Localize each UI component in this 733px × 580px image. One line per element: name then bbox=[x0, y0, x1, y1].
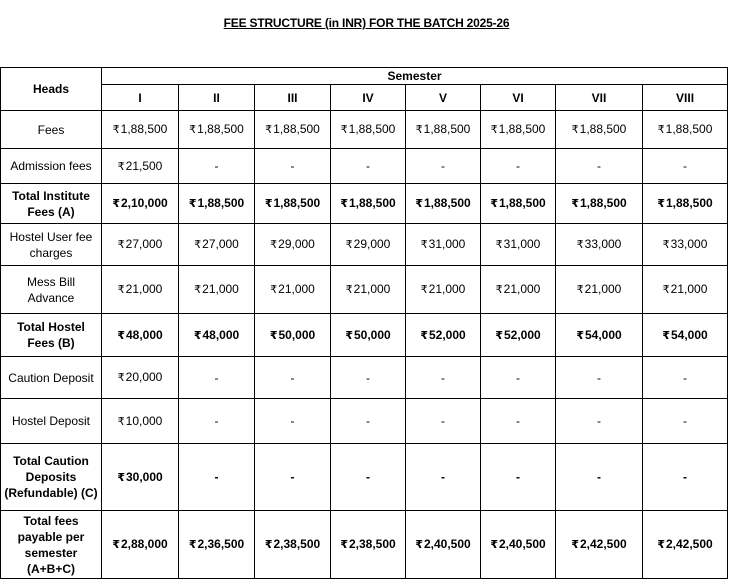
row-head-label: Total Hostel Fees (B) bbox=[1, 314, 102, 357]
semester-header: Semester bbox=[102, 68, 728, 85]
rupee-icon: ₹ bbox=[662, 329, 670, 342]
fee-cell bbox=[255, 224, 331, 266]
fee-cell bbox=[643, 224, 728, 266]
fee-value: 50,000 bbox=[353, 327, 391, 342]
fee-value: - bbox=[441, 414, 445, 428]
fee-value: - bbox=[597, 470, 601, 484]
rupee-icon: ₹ bbox=[495, 284, 503, 296]
fee-value: 21,000 bbox=[670, 282, 708, 296]
rupee-icon: ₹ bbox=[415, 198, 423, 210]
fee-value: 21,000 bbox=[428, 282, 466, 296]
rupee-icon: ₹ bbox=[117, 160, 125, 173]
rupee-icon: ₹ bbox=[188, 198, 197, 210]
rupee-icon: ₹ bbox=[340, 198, 348, 210]
fee-cell bbox=[102, 184, 179, 224]
fee-value: - bbox=[290, 370, 295, 385]
rupee-icon: ₹ bbox=[420, 284, 428, 296]
fee-value: 52,000 bbox=[428, 327, 466, 342]
fee-cell bbox=[481, 357, 556, 399]
fee-value: - bbox=[516, 470, 520, 484]
fee-cell bbox=[556, 224, 643, 266]
rupee-icon: ₹ bbox=[269, 329, 278, 342]
fee-cell bbox=[643, 399, 728, 444]
fee-cell bbox=[331, 266, 406, 314]
rupee-icon: ₹ bbox=[495, 329, 503, 342]
fee-cell bbox=[643, 511, 728, 579]
rupee-icon: ₹ bbox=[117, 239, 125, 251]
semester-2-header: II bbox=[179, 85, 255, 111]
rupee-icon: ₹ bbox=[117, 329, 125, 342]
fee-value: 2,40,500 bbox=[423, 537, 471, 551]
rupee-icon: ₹ bbox=[270, 284, 278, 296]
fee-value: 31,000 bbox=[428, 237, 466, 251]
rupee-icon: ₹ bbox=[576, 329, 584, 342]
fee-value: 1,88,500 bbox=[273, 122, 320, 136]
fee-value: 33,000 bbox=[670, 237, 708, 251]
fee-cell bbox=[102, 399, 179, 444]
fee-value: 52,000 bbox=[503, 327, 541, 342]
fee-cell bbox=[179, 314, 255, 357]
rupee-icon: ₹ bbox=[117, 415, 125, 428]
fee-cell bbox=[406, 511, 481, 579]
rupee-icon: ₹ bbox=[420, 239, 428, 251]
fee-cell bbox=[331, 399, 406, 444]
fee-value: 1,88,500 bbox=[498, 122, 546, 136]
fee-value: 29,000 bbox=[278, 237, 315, 251]
row-head-label: Caution Deposit bbox=[1, 357, 102, 399]
fee-cell bbox=[331, 224, 406, 266]
fee-cell bbox=[179, 266, 255, 314]
fee-value: - bbox=[597, 159, 601, 173]
fee-value: 1,88,500 bbox=[348, 196, 396, 210]
fee-cell bbox=[643, 111, 728, 149]
semester-7-header: VII bbox=[556, 85, 643, 111]
fee-cell bbox=[255, 444, 331, 511]
fee-cell bbox=[102, 224, 179, 266]
rupee-icon: ₹ bbox=[189, 124, 197, 136]
fee-cell bbox=[102, 357, 179, 399]
fee-value: - bbox=[366, 159, 370, 173]
fee-cell bbox=[643, 444, 728, 511]
fee-cell bbox=[331, 111, 406, 149]
fee-structure-table bbox=[0, 67, 728, 579]
table-row bbox=[1, 266, 728, 314]
rupee-icon: ₹ bbox=[490, 124, 498, 136]
fee-cell bbox=[481, 184, 556, 224]
fee-cell bbox=[481, 399, 556, 444]
fee-value: 29,000 bbox=[353, 237, 391, 251]
fee-value: - bbox=[366, 470, 370, 484]
fee-cell bbox=[255, 149, 331, 184]
heads-header: Heads bbox=[1, 68, 102, 111]
fee-cell bbox=[179, 149, 255, 184]
fee-cell bbox=[179, 357, 255, 399]
fee-cell bbox=[255, 266, 331, 314]
rupee-icon: ₹ bbox=[345, 284, 353, 296]
fee-cell bbox=[406, 399, 481, 444]
fee-cell bbox=[643, 266, 728, 314]
rupee-icon: ₹ bbox=[194, 239, 202, 251]
rupee-icon: ₹ bbox=[265, 124, 273, 136]
table-row bbox=[1, 149, 728, 184]
rupee-icon: ₹ bbox=[657, 124, 665, 136]
fee-cell bbox=[179, 224, 255, 266]
fee-cell bbox=[481, 224, 556, 266]
fee-cell bbox=[102, 266, 179, 314]
rupee-icon: ₹ bbox=[571, 539, 579, 551]
row-head-label: Fees bbox=[1, 111, 102, 149]
rupee-icon: ₹ bbox=[264, 198, 273, 210]
row-head-label: Total fees payable per semester (A+B+C) bbox=[1, 511, 102, 579]
rupee-icon: ₹ bbox=[264, 539, 273, 551]
fee-value: 10,000 bbox=[125, 413, 163, 428]
fee-cell bbox=[481, 444, 556, 511]
table-row bbox=[1, 357, 728, 399]
semester-3-header: III bbox=[255, 85, 331, 111]
fee-value: - bbox=[290, 414, 295, 428]
fee-value: 2,10,000 bbox=[120, 196, 168, 210]
fee-cell bbox=[331, 357, 406, 399]
fee-cell bbox=[102, 149, 179, 184]
fee-value: 33,000 bbox=[584, 237, 622, 251]
fee-value: 54,000 bbox=[671, 327, 708, 342]
fee-value: 21,000 bbox=[353, 282, 391, 296]
rupee-icon: ₹ bbox=[420, 329, 428, 342]
fee-cell bbox=[179, 111, 255, 149]
row-head-label: Hostel User fee charges bbox=[1, 224, 102, 266]
rupee-icon: ₹ bbox=[112, 539, 120, 551]
fee-value: 2,38,500 bbox=[273, 537, 321, 551]
fee-cell bbox=[255, 399, 331, 444]
rupee-icon: ₹ bbox=[112, 198, 120, 210]
fee-cell bbox=[406, 224, 481, 266]
fee-cell bbox=[255, 111, 331, 149]
fee-cell bbox=[255, 314, 331, 357]
fee-value: 21,000 bbox=[202, 282, 239, 296]
fee-cell bbox=[643, 314, 728, 357]
row-head-label: Hostel Deposit bbox=[1, 399, 102, 444]
rupee-icon: ₹ bbox=[345, 329, 353, 342]
fee-value: 2,36,500 bbox=[197, 537, 245, 551]
rupee-icon: ₹ bbox=[490, 198, 498, 210]
fee-value: 30,000 bbox=[125, 469, 163, 484]
fee-value: 21,000 bbox=[584, 282, 622, 296]
fee-cell bbox=[406, 444, 481, 511]
fee-cell bbox=[406, 184, 481, 224]
rupee-icon: ₹ bbox=[194, 284, 202, 296]
table-row bbox=[1, 224, 728, 266]
rupee-icon: ₹ bbox=[415, 124, 423, 136]
fee-value: 27,000 bbox=[202, 237, 239, 251]
fee-cell bbox=[556, 444, 643, 511]
fee-value: 1,88,500 bbox=[423, 122, 471, 136]
fee-cell bbox=[179, 444, 255, 511]
fee-value: 1,88,500 bbox=[665, 122, 713, 136]
table-row bbox=[1, 444, 728, 511]
fee-value: - bbox=[597, 370, 601, 385]
fee-cell bbox=[406, 357, 481, 399]
fee-value: - bbox=[683, 370, 688, 385]
fee-cell bbox=[102, 314, 179, 357]
rupee-icon: ₹ bbox=[117, 372, 125, 384]
fee-cell bbox=[331, 444, 406, 511]
fee-cell bbox=[331, 314, 406, 357]
fee-value: 21,500 bbox=[125, 158, 163, 173]
rupee-icon: ₹ bbox=[112, 124, 120, 136]
fee-value: - bbox=[290, 470, 295, 484]
rupee-icon: ₹ bbox=[576, 284, 584, 296]
row-head-label: Total Caution Deposits (Refundable) (C) bbox=[1, 444, 102, 511]
fee-cell bbox=[556, 314, 643, 357]
fee-value: 1,88,500 bbox=[665, 196, 713, 210]
fee-value: 1,88,500 bbox=[579, 196, 627, 210]
fee-cell bbox=[481, 511, 556, 579]
document-title: FEE STRUCTURE (in INR) FOR THE BATCH 2025-26 bbox=[223, 16, 510, 30]
fee-value: 1,88,500 bbox=[197, 196, 245, 210]
fee-value: - bbox=[366, 414, 370, 428]
rupee-icon: ₹ bbox=[340, 539, 348, 551]
rupee-icon: ₹ bbox=[657, 198, 665, 210]
rupee-icon: ₹ bbox=[193, 329, 202, 342]
fee-value: 21,000 bbox=[278, 282, 315, 296]
fee-value: 21,000 bbox=[125, 282, 163, 296]
fee-cell bbox=[331, 149, 406, 184]
rupee-icon: ₹ bbox=[662, 239, 670, 251]
table-row bbox=[1, 511, 728, 579]
fee-cell bbox=[481, 111, 556, 149]
rupee-icon: ₹ bbox=[188, 539, 197, 551]
rupee-icon: ₹ bbox=[415, 539, 423, 551]
fee-cell bbox=[406, 266, 481, 314]
fee-value: 21,000 bbox=[503, 282, 541, 296]
table-row bbox=[1, 399, 728, 444]
fee-value: 1,88,500 bbox=[197, 122, 244, 136]
fee-cell bbox=[102, 444, 179, 511]
fee-value: - bbox=[441, 470, 445, 484]
fee-value: - bbox=[214, 159, 219, 173]
table-row bbox=[1, 111, 728, 149]
row-head-label: Mess Bill Advance bbox=[1, 266, 102, 314]
fee-value: 20,000 bbox=[125, 370, 163, 384]
fee-cell bbox=[255, 511, 331, 579]
fee-cell bbox=[556, 266, 643, 314]
fee-value: 2,38,500 bbox=[348, 537, 396, 551]
fee-value: 2,42,500 bbox=[579, 537, 627, 551]
fee-cell bbox=[255, 357, 331, 399]
fee-cell bbox=[556, 184, 643, 224]
fee-value: 2,40,500 bbox=[498, 537, 546, 551]
row-head-label: Admission fees bbox=[1, 149, 102, 184]
fee-value: - bbox=[516, 370, 520, 385]
semester-6-header: VI bbox=[481, 85, 556, 111]
fee-value: - bbox=[441, 370, 445, 385]
fee-value: - bbox=[214, 414, 219, 428]
rupee-icon: ₹ bbox=[662, 284, 670, 296]
fee-cell bbox=[406, 111, 481, 149]
fee-value: 2,42,500 bbox=[665, 537, 713, 551]
fee-value: 48,000 bbox=[202, 327, 240, 342]
rupee-icon: ₹ bbox=[345, 239, 353, 251]
fee-cell bbox=[643, 184, 728, 224]
rupee-icon: ₹ bbox=[576, 239, 584, 251]
fee-value: - bbox=[214, 370, 219, 385]
fee-value: - bbox=[597, 414, 601, 428]
rupee-icon: ₹ bbox=[490, 539, 498, 551]
fee-value: 1,88,500 bbox=[498, 196, 546, 210]
fee-value: 1,88,500 bbox=[273, 196, 321, 210]
fee-value: 48,000 bbox=[125, 327, 163, 342]
fee-cell bbox=[179, 184, 255, 224]
rupee-icon: ₹ bbox=[657, 539, 665, 551]
fee-cell bbox=[556, 149, 643, 184]
fee-cell bbox=[643, 149, 728, 184]
fee-cell bbox=[179, 511, 255, 579]
fee-cell bbox=[406, 149, 481, 184]
fee-cell bbox=[556, 357, 643, 399]
fee-cell bbox=[102, 111, 179, 149]
fee-cell bbox=[255, 184, 331, 224]
rupee-icon: ₹ bbox=[571, 124, 579, 136]
fee-cell bbox=[481, 149, 556, 184]
fee-value: - bbox=[683, 470, 688, 484]
fee-value: 1,88,500 bbox=[579, 122, 627, 136]
fee-value: 50,000 bbox=[278, 327, 316, 342]
rupee-icon: ₹ bbox=[117, 471, 125, 484]
fee-value: 27,000 bbox=[125, 237, 163, 251]
fee-value: - bbox=[441, 159, 445, 173]
fee-cell bbox=[556, 399, 643, 444]
fee-value: 54,000 bbox=[584, 327, 622, 342]
fee-cell bbox=[481, 266, 556, 314]
fee-value: 2,88,000 bbox=[120, 537, 168, 551]
fee-value: - bbox=[516, 159, 520, 173]
row-head-label: Total Institute Fees (A) bbox=[1, 184, 102, 224]
semester-8-header: VIII bbox=[643, 85, 728, 111]
fee-value: 1,88,500 bbox=[120, 122, 168, 136]
fee-cell bbox=[331, 511, 406, 579]
fee-cell bbox=[481, 314, 556, 357]
rupee-icon: ₹ bbox=[571, 198, 579, 210]
table-row bbox=[1, 314, 728, 357]
fee-value: 1,88,500 bbox=[348, 122, 396, 136]
fee-cell bbox=[102, 511, 179, 579]
semester-1-header: I bbox=[102, 85, 179, 111]
fee-value: - bbox=[290, 159, 295, 173]
fee-cell bbox=[556, 511, 643, 579]
fee-cell bbox=[643, 357, 728, 399]
rupee-icon: ₹ bbox=[495, 239, 503, 251]
fee-value: - bbox=[214, 470, 219, 484]
rupee-icon: ₹ bbox=[117, 284, 125, 296]
fee-cell bbox=[179, 399, 255, 444]
rupee-icon: ₹ bbox=[340, 124, 348, 136]
fee-value: 1,88,500 bbox=[423, 196, 471, 210]
fee-cell bbox=[331, 184, 406, 224]
fee-value: - bbox=[516, 414, 520, 428]
fee-value: 31,000 bbox=[503, 237, 541, 251]
semester-4-header: IV bbox=[331, 85, 406, 111]
rupee-icon: ₹ bbox=[270, 239, 278, 251]
fee-value: - bbox=[683, 159, 688, 173]
fee-value: - bbox=[366, 370, 370, 385]
fee-cell bbox=[556, 111, 643, 149]
semester-5-header: V bbox=[406, 85, 481, 111]
fee-cell bbox=[406, 314, 481, 357]
fee-value: - bbox=[683, 414, 688, 428]
table-row bbox=[1, 184, 728, 224]
semester-numbers-row bbox=[1, 85, 728, 111]
